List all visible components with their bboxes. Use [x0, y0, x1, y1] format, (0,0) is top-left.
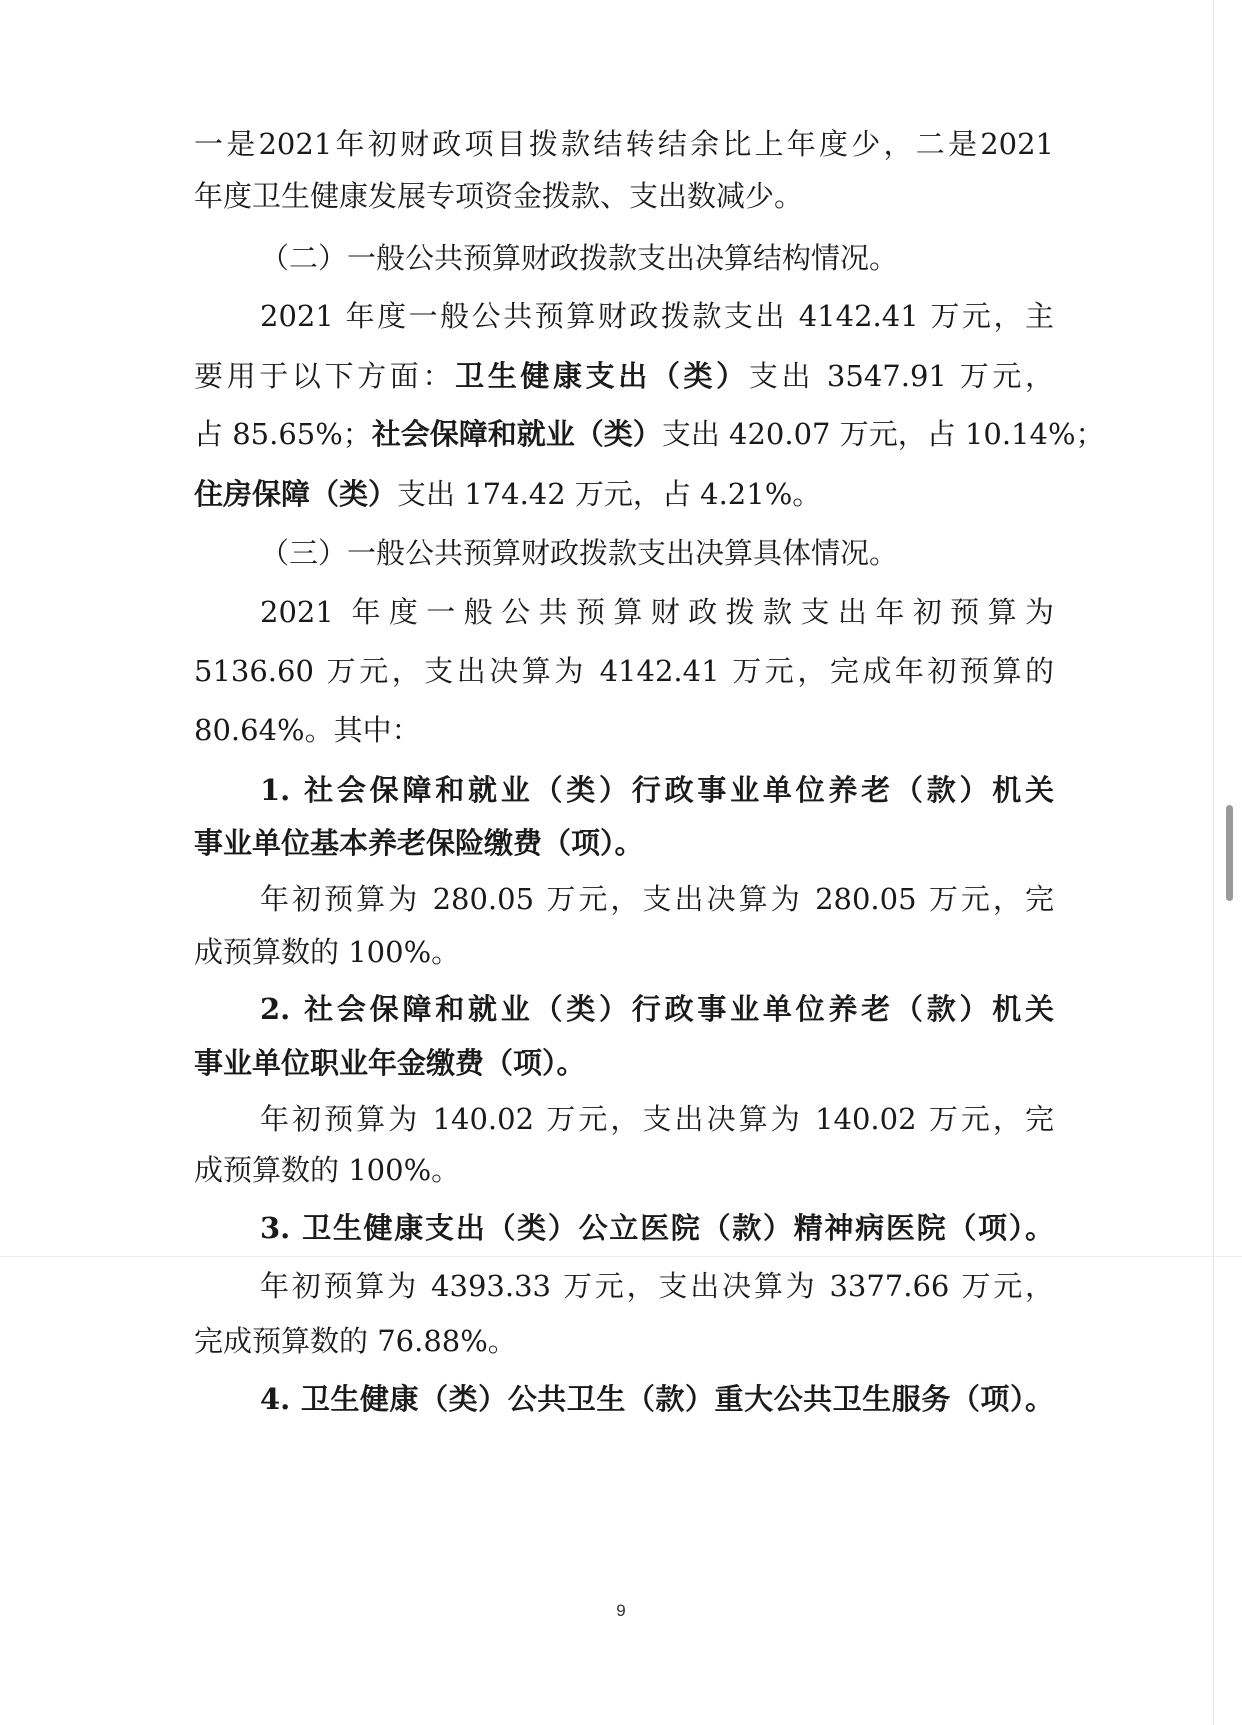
item-2-heading-line-1: 2. 社会保障和就业（类）行政事业单位养老（款）机关	[260, 992, 1054, 1026]
section-heading-3: （三）一般公共预算财政拨款支出决算具体情况。	[260, 536, 899, 570]
paragraph-line-5	[194, 356, 1054, 396]
text-segment: 占 85.65%；	[194, 417, 372, 451]
text-segment: 支出 3547.91 万元，	[748, 359, 1054, 393]
page-edge-line	[1213, 0, 1214, 1725]
item-1-heading-line-1: 1. 社会保障和就业（类）行政事业单位养老（款）机关	[260, 773, 1054, 807]
paragraph-line-9: 2021 年度一般公共预算财政拨款支出年初预算为	[260, 595, 1054, 629]
scan-fold-line	[0, 1256, 1242, 1257]
paragraph-line-11: 80.64%。其中：	[194, 713, 421, 747]
page-number: 9	[616, 1601, 626, 1620]
category-social-label: 社会保障和就业（类）	[371, 417, 662, 451]
paragraph-line-10: 5136.60 万元，支出决算为 4142.41 万元，完成年初预算的	[194, 654, 1054, 688]
item-1-text-line-2: 成预算数的 100%。	[194, 935, 461, 969]
text-segment: 支出 174.42 万元，占 4.21%。	[397, 477, 822, 511]
category-housing-label: 住房保障（类）	[194, 477, 398, 511]
paragraph-line-7	[194, 474, 1054, 514]
item-3-heading: 3. 卫生健康支出（类）公立医院（款）精神病医院（项）。	[260, 1211, 1054, 1245]
paragraph-line-2: 年度卫生健康发展专项资金拨款、支出数减少。	[194, 179, 804, 213]
category-health-label: 卫生健康支出（类）	[455, 359, 749, 393]
paragraph-line-6	[194, 414, 1105, 454]
text-segment: 支出 420.07 万元，占 10.14%；	[661, 417, 1105, 451]
item-1-text-line-1: 年初预算为 280.05 万元，支出决算为 280.05 万元，完	[260, 882, 1054, 916]
item-2-text-line-2: 成预算数的 100%。	[194, 1153, 461, 1187]
text-segment: 要用于以下方面：	[194, 359, 456, 393]
item-3-text-line-2: 完成预算数的 76.88%。	[194, 1324, 517, 1358]
scrollbar-thumb[interactable]	[1226, 805, 1233, 901]
paragraph-line-4: 2021 年度一般公共预算财政拨款支出 4142.41 万元，主	[260, 299, 1054, 333]
item-1-heading-line-2: 事业单位基本养老保险缴费（项）。	[194, 826, 644, 860]
item-4-heading: 4. 卫生健康（类）公共卫生（款）重大公共卫生服务（项）。	[260, 1382, 1054, 1416]
section-heading-2: （二）一般公共预算财政拨款支出决算结构情况。	[260, 241, 899, 275]
item-3-text-line-1: 年初预算为 4393.33 万元，支出决算为 3377.66 万元，	[260, 1269, 1054, 1303]
paragraph-line-1: 一是2021年初财政项目拨款结转结余比上年度少，二是2021	[194, 127, 1054, 161]
item-2-heading-line-2: 事业单位职业年金缴费（项）。	[194, 1046, 586, 1080]
item-2-text-line-1: 年初预算为 140.02 万元，支出决算为 140.02 万元，完	[260, 1102, 1054, 1136]
